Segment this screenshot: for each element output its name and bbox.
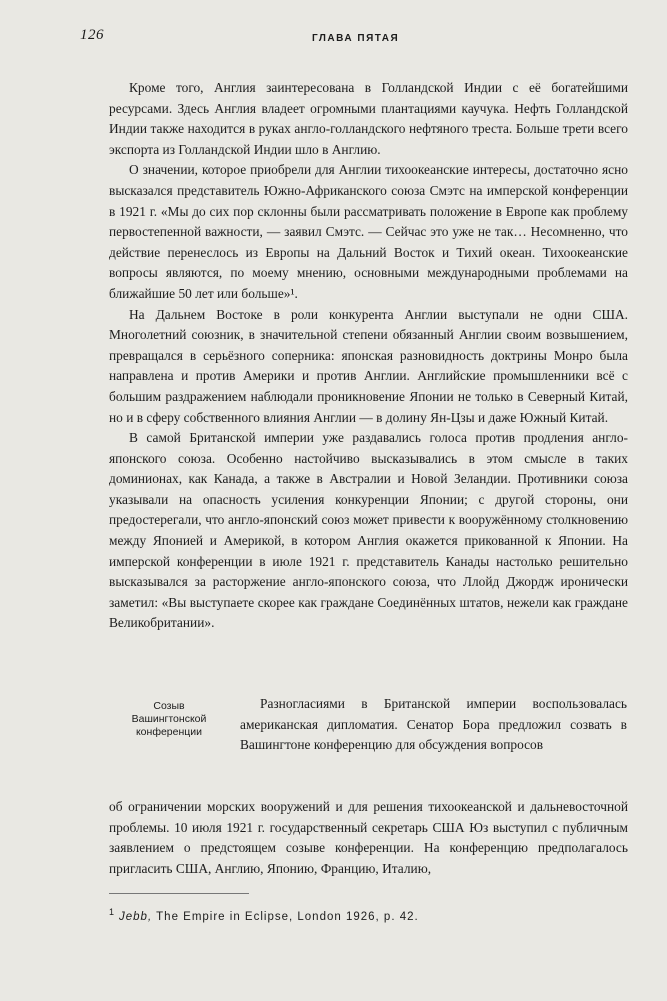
margin-heading bbox=[109, 700, 229, 739]
footnote-author: Jebb, bbox=[119, 910, 153, 923]
footnote-mark: 1 bbox=[109, 907, 116, 917]
margin-heading-line: Созыв bbox=[153, 700, 185, 712]
footnote bbox=[109, 905, 628, 924]
chapter-title: ГЛАВА ПЯТАЯ bbox=[312, 33, 400, 44]
paragraph: На Дальнем Востоке в роли конкурента Англии выступали не одни США. Многолетний союзник, в значительной степени обязанный Англии своим возвышением, превращался в серьёзного соперника: японская разновидность доктрины Монро была направлена и против Америки и против Англии. Английские промышленники всё с большим раздражением наблюдали проникновение Японии не только в Северный Китай, но и в сферу собственного влияния Англии — в долину Ян-Цзы и даже Южный Китай. bbox=[109, 306, 628, 425]
page-header bbox=[0, 24, 667, 48]
continuation-text bbox=[109, 797, 628, 879]
margin-heading-line: Вашингтонской bbox=[131, 713, 207, 725]
paragraph: об ограничении морских вооружений и для решения тихоокеанской и дальневосточной проблемы. 10 июля 1921 г. государственный секретарь США Юз выступил с публичным заявлением о предстоящем созыве конференции. На конференцию предполагалось пригласить США, Англию, Японию, Францию, Италию, bbox=[109, 799, 628, 876]
side-text bbox=[240, 694, 627, 756]
paragraph: Разногласиями в Британской империи воспользовалась американская дипломатия. Сенатор Бора предложил созвать в Вашингтоне конференцию для обсуждения вопросов bbox=[240, 696, 627, 753]
margin-heading-line: конференции bbox=[135, 726, 203, 738]
page-number: 126 bbox=[80, 27, 104, 43]
main-text bbox=[109, 78, 628, 634]
footnote-text: The Empire in Eclipse, London 1926, p. 42. bbox=[152, 910, 419, 923]
paragraph: О значении, которое приобрели для Англии тихоокеанские интересы, достаточно ясно высказался представитель Южно-Африканского союза Смэтс на имперской конференции в 1921 г. «Мы до сих пор склонны были рассматривать положение в Европе как проблему первостепенной важности, — заявил Смэтс. — Сейчас это уже не так… Несомненно, что действие перенеслось из Европы на Дальний Восток и Тихий океан. Тихоокеанские вопросы являются, по моему мнению, основными международными проблемами на ближайшие 50 лет или больше»¹. bbox=[109, 162, 628, 301]
paragraph: Кроме того, Англия заинтересована в Голландской Индии с её богатейшими ресурсами. Здесь Англия владеет огромными плантациями каучука. Нефть Голландской Индии также находится в руках англо-голландского нефтяного треста. Больше трети всего экспорта из Голландской Индии шло в Англию. bbox=[109, 80, 628, 157]
paragraph: В самой Британской империи уже раздавались голоса против продления англо-японского союза. Особенно настойчиво высказывались в этом смысле в таких доминионах, как Канада, а также в Австралии и Новой Зеландии. Противники союза указывали на опасность усиления конкуренции Японии; с другой стороны, они предостерегали, что англо-японский союз может привести к вооружённому столкновению между Японией и Америкой, в котором Англия окажется прикованной к Японии. На имперской конференции в июле 1921 г. представитель Канады настолько решительно высказывался за расторжение англо-японского союза, что Ллойд Джордж иронически заметил: «Вы выступаете скорее как граждане Соединённых штатов, нежели как граждане Великобритании». bbox=[109, 430, 628, 631]
footnote-divider bbox=[109, 893, 249, 894]
